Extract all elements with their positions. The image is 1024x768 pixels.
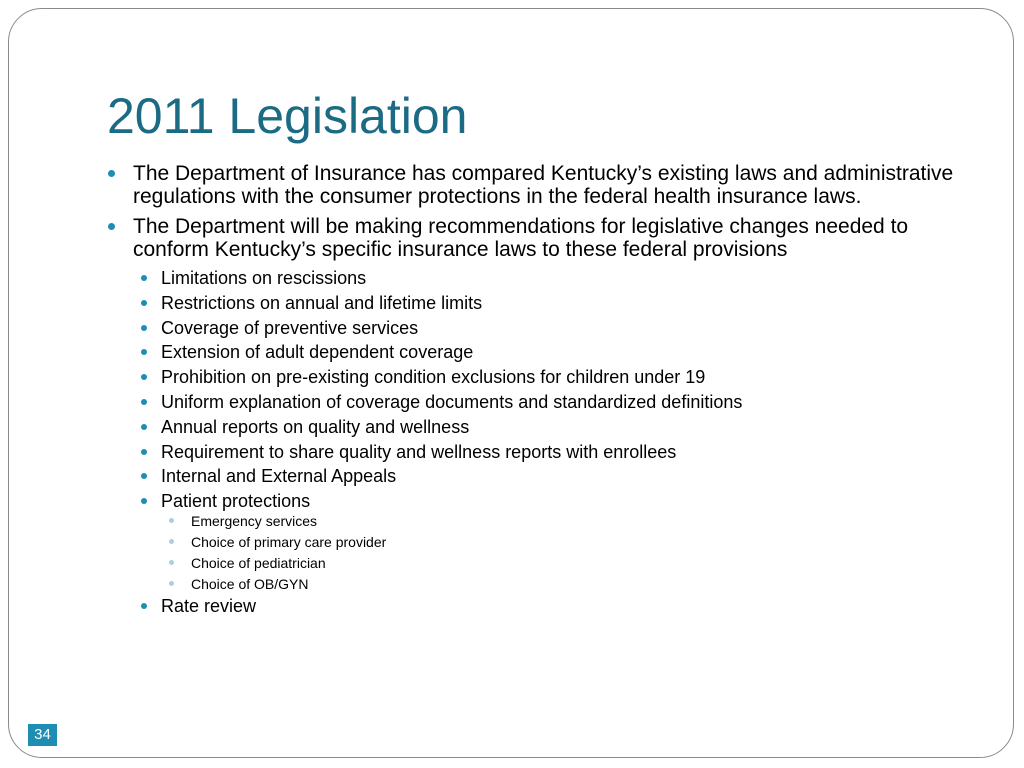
bullet-dot-icon (169, 518, 174, 523)
bullet-dot-icon (141, 349, 147, 355)
sub-bullet-text: Limitations on rescissions (161, 268, 367, 288)
slide-body (108, 162, 988, 623)
sub-bullet-list (137, 268, 988, 616)
sub-sub-bullet-list (167, 513, 988, 591)
sub-bullet-item (137, 268, 988, 288)
bullet-dot-icon (141, 449, 147, 455)
bullet-dot-icon (141, 498, 147, 504)
bullet-item (108, 215, 988, 616)
bullet-dot-icon (169, 581, 174, 586)
bullet-dot-icon (169, 560, 174, 565)
sub-sub-bullet-item (167, 555, 988, 571)
sub-sub-bullet-item (167, 534, 988, 550)
sub-sub-bullet-text: Emergency services (191, 513, 318, 530)
bullet-dot-icon (141, 300, 147, 306)
slide-title: 2011 Legislation (107, 88, 468, 144)
sub-bullet-text: Restrictions on annual and lifetime limits (161, 292, 483, 313)
bullet-list (108, 162, 988, 616)
sub-sub-bullet-text: Choice of pediatrician (191, 554, 326, 571)
sub-bullet-item (137, 342, 988, 362)
sub-sub-bullet-item (167, 513, 988, 529)
sub-bullet-item (137, 318, 988, 338)
bullet-dot-icon (141, 603, 147, 609)
sub-sub-bullet-text: Choice of OB/GYN (191, 575, 309, 592)
sub-bullet-text: Annual reports on quality and wellness (161, 416, 470, 437)
bullet-item (108, 162, 988, 208)
page-number-badge: 34 (28, 724, 57, 746)
sub-bullet-item (137, 491, 988, 591)
bullet-text: The Department will be making recommendations for legislative changes needed to conform Kentucky’s specific insurance laws to these federal provisions (133, 215, 909, 261)
sub-bullet-item (137, 417, 988, 437)
bullet-dot-icon (108, 223, 115, 230)
sub-bullet-text: Internal and External Appeals (161, 466, 397, 487)
bullet-dot-icon (141, 424, 147, 430)
sub-bullet-item (137, 442, 988, 462)
bullet-dot-icon (108, 170, 115, 177)
sub-bullet-item (137, 596, 988, 616)
sub-bullet-text: Requirement to share quality and wellness reports with enrollees (161, 441, 677, 462)
sub-bullet-item (137, 392, 988, 412)
bullet-dot-icon (141, 325, 147, 331)
bullet-dot-icon (169, 539, 174, 544)
sub-sub-bullet-item (167, 576, 988, 592)
sub-bullet-text: Patient protections (161, 491, 311, 512)
sub-sub-bullet-text: Choice of primary care provider (191, 533, 387, 550)
sub-bullet-text: Rate review (161, 596, 257, 617)
sub-bullet-item (137, 367, 988, 387)
sub-bullet-text: Prohibition on pre-existing condition exclusions for children under 19 (161, 367, 706, 388)
bullet-dot-icon (141, 399, 147, 405)
bullet-dot-icon (141, 473, 147, 479)
sub-bullet-item (137, 293, 988, 313)
bullet-text: The Department of Insurance has compared Kentucky’s existing laws and administrative regulations with the consumer protections in the federal health insurance laws. (133, 162, 954, 208)
bullet-dot-icon (141, 374, 147, 380)
sub-bullet-text: Uniform explanation of coverage documents and standardized definitions (161, 391, 743, 412)
sub-bullet-text: Extension of adult dependent coverage (161, 342, 474, 363)
sub-bullet-text: Coverage of preventive services (161, 317, 419, 338)
bullet-dot-icon (141, 275, 147, 281)
sub-bullet-item (137, 466, 988, 486)
